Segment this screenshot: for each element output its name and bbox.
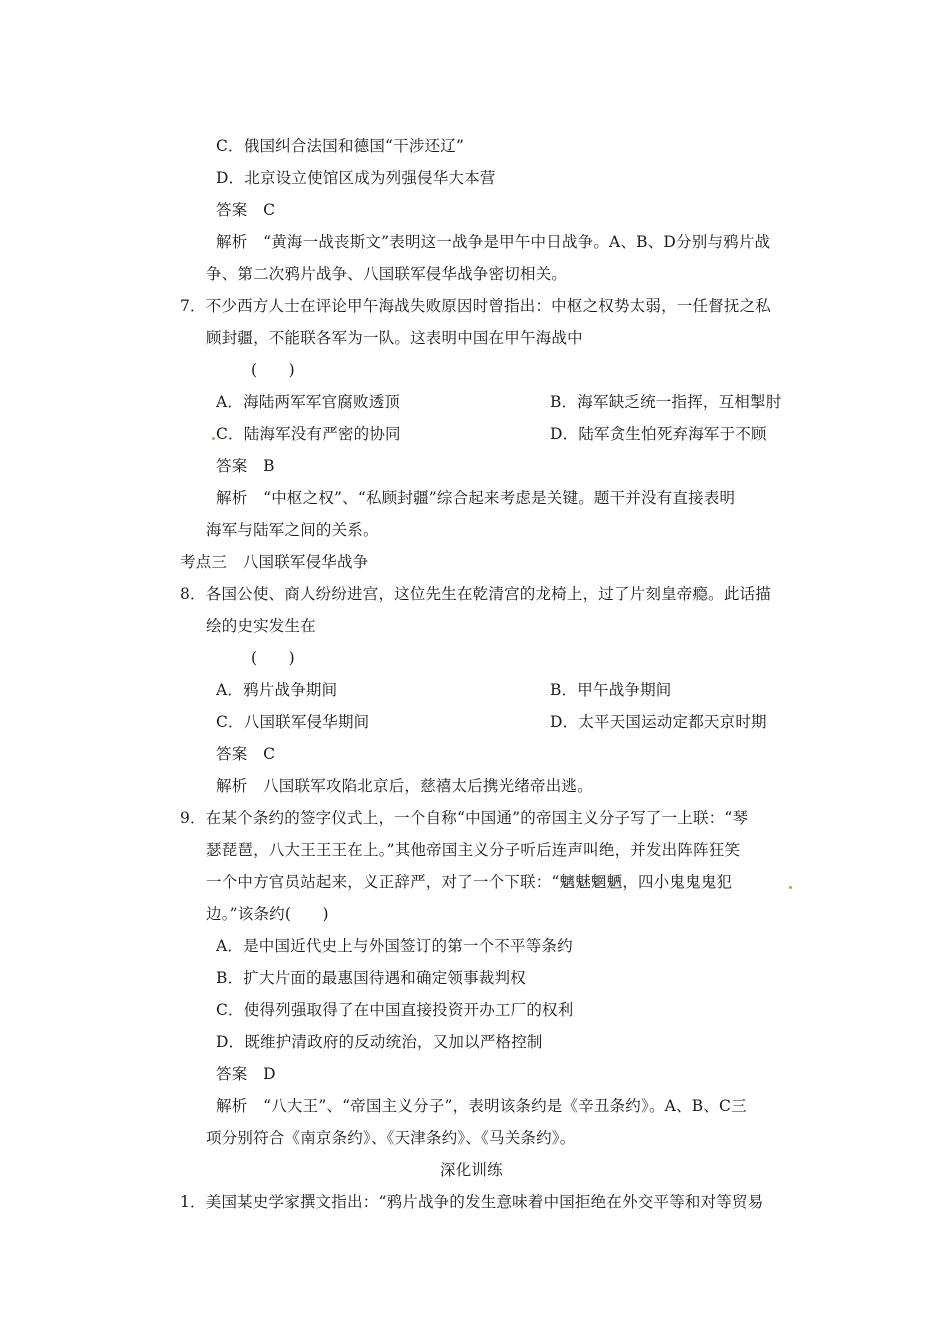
q8-analysis-line-1: 解析 八国联军攻陷北京后，慈禧太后携光绪帝出逃。 bbox=[216, 777, 593, 795]
q6-answer: 答案 C bbox=[216, 201, 276, 219]
q9-option-d: D．既维护清政府的反动统治，又加以严格控制 bbox=[216, 1033, 543, 1051]
q9-option-b: B．扩大片面的最惠国待遇和确定领事裁判权 bbox=[216, 969, 526, 987]
q7-stem-line-2: 顾封疆，不能联各军为一队。这表明中国在甲午海战中 bbox=[206, 329, 583, 347]
q8-option-a: A．鸦片战争期间 bbox=[216, 681, 338, 699]
q8-answer-paren: ( ) bbox=[251, 649, 295, 667]
q7-answer: 答案 B bbox=[216, 457, 275, 475]
q7-stem-line-1: 7．不少西方人士在评论甲午海战失败原因时曾指出：中枢之权势太弱，一任督抚之私 bbox=[180, 297, 771, 315]
margin-dot-mark bbox=[212, 437, 215, 440]
section-heading-3: 考点三 八国联军侵华战争 bbox=[180, 553, 369, 571]
q7-analysis-line-2: 海军与陆军之间的关系。 bbox=[206, 521, 379, 539]
q7-option-d: D．陆军贪生怕死弃海军于不顾 bbox=[550, 425, 767, 443]
q6-option-d: D．北京设立使馆区成为列强侵华大本营 bbox=[216, 169, 496, 187]
deep-q1-stem-line-1: 1．美国某史学家撰文指出：“鸦片战争的发生意味着中国拒绝在外交平等和对等贸易 bbox=[180, 1193, 764, 1211]
q9-option-c: C．使得列强取得了在中国直接投资开办工厂的权利 bbox=[216, 1001, 574, 1019]
inline-dot-mark bbox=[789, 886, 792, 889]
q7-answer-paren: ( ) bbox=[251, 361, 295, 379]
section-heading-deepening: 深化训练 bbox=[440, 1161, 503, 1179]
q9-stem-line-3: 一个中方官员站起来，义正辞严，对了一个下联：“魑魅魍魉，四小鬼鬼鬼犯 bbox=[206, 873, 733, 891]
q8-answer: 答案 C bbox=[216, 745, 276, 763]
q7-option-b: B．海军缺乏统一指挥，互相掣肘 bbox=[550, 393, 782, 411]
q9-stem-line-4: 边。”该条约( ) bbox=[206, 905, 329, 923]
q7-option-c: C．陆海军没有严密的协同 bbox=[216, 425, 401, 443]
q8-stem-line-1: 8．各国公使、商人纷纷进宫，这位先生在乾清宫的龙椅上，过了片刻皇帝瘾。此话描 bbox=[180, 585, 771, 603]
q8-option-b: B．甲午战争期间 bbox=[550, 681, 672, 699]
q8-stem-line-2: 绘的史实发生在 bbox=[206, 617, 316, 635]
q6-analysis-line-1: 解析 “黄海一战丧斯文”表明这一战争是甲午中日战争。A、B、D分别与鸦片战 bbox=[216, 233, 771, 251]
q9-analysis-line-1: 解析 “八大王”、“帝国主义分子”，表明该条约是《辛丑条约》。A、B、C三 bbox=[216, 1097, 747, 1115]
q6-analysis-line-2: 争、第二次鸦片战争、八国联军侵华战争密切相关。 bbox=[206, 265, 568, 283]
q6-option-c: C．俄国纠合法国和德国“干涉还辽” bbox=[216, 137, 465, 155]
q9-option-a: A．是中国近代史上与外国签订的第一个不平等条约 bbox=[216, 937, 573, 955]
q8-option-d: D．太平天国运动定都天京时期 bbox=[550, 713, 767, 731]
q7-analysis-line-1: 解析 “中枢之权”、“私顾封疆”综合起来考虑是关键。题干并没有直接表明 bbox=[216, 489, 736, 507]
q9-stem-line-1: 9．在某个条约的签字仪式上，一个自称“中国通”的帝国主义分子写了一上联：“琴 bbox=[180, 809, 749, 827]
q9-analysis-line-2: 项分别符合《南京条约》、《天津条约》、《马关条约》。 bbox=[206, 1129, 576, 1147]
q8-option-c: C．八国联军侵华期间 bbox=[216, 713, 370, 731]
q9-answer: 答案 D bbox=[216, 1065, 276, 1083]
q9-stem-line-2: 瑟琵琶，八大王王王在上。”其他帝国主义分子听后连声叫绝，并发出阵阵狂笑 bbox=[206, 841, 741, 859]
q7-option-a: A．海陆两军军官腐败透顶 bbox=[216, 393, 401, 411]
